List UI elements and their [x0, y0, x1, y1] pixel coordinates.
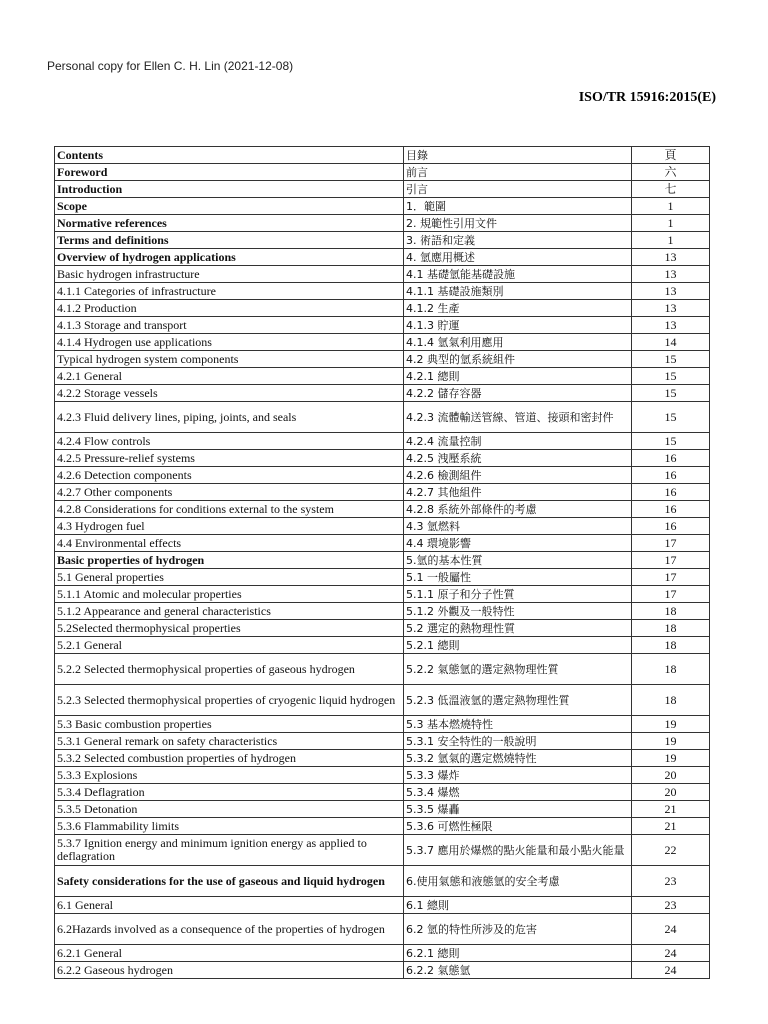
english-title-cell: 4.1.4 Hydrogen use applications [55, 334, 404, 351]
page-number-cell: 20 [632, 767, 710, 784]
chinese-title-cell: 5.3.2 氫氣的選定燃燒特性 [404, 750, 632, 767]
table-row [55, 198, 710, 215]
page-number-cell: 17 [632, 569, 710, 586]
page-number-cell: 13 [632, 300, 710, 317]
page-number-cell: 18 [632, 654, 710, 685]
chinese-title-cell: 6.2 氫的特性所涉及的危害 [404, 914, 632, 945]
chinese-title-cell: 5.2 選定的熱物理性質 [404, 620, 632, 637]
chinese-title-cell: 4.2.6 檢測組件 [404, 467, 632, 484]
table-row [55, 654, 710, 685]
chinese-title-cell: 6.2.2 氣態氫 [404, 962, 632, 979]
table-row [55, 450, 710, 467]
english-title-cell: 4.2.5 Pressure-relief systems [55, 450, 404, 467]
table-row [55, 818, 710, 835]
chinese-title-cell: 5.1.1 原子和分子性質 [404, 586, 632, 603]
page-number-cell: 17 [632, 586, 710, 603]
english-title-cell: 4.2.4 Flow controls [55, 433, 404, 450]
chinese-title-cell: 4.2.5 洩壓系統 [404, 450, 632, 467]
page-number-cell: 16 [632, 467, 710, 484]
chinese-title-cell: 6.1 總則 [404, 897, 632, 914]
english-title-cell: 5.1.2 Appearance and general characteristics [55, 603, 404, 620]
table-row [55, 962, 710, 979]
chinese-title-cell: 目錄 [404, 147, 632, 164]
chinese-title-cell: 4.3 氫燃料 [404, 518, 632, 535]
page-number-cell: 1 [632, 198, 710, 215]
chinese-title-cell: 5.2.1 總則 [404, 637, 632, 654]
table-row [55, 552, 710, 569]
english-title-cell: Foreword [55, 164, 404, 181]
english-title-cell: Scope [55, 198, 404, 215]
english-title-cell: 4.1.2 Production [55, 300, 404, 317]
english-title-cell: Basic properties of hydrogen [55, 552, 404, 569]
table-row [55, 569, 710, 586]
english-title-cell: 4.2.6 Detection components [55, 467, 404, 484]
page-number-cell: 21 [632, 801, 710, 818]
chinese-title-cell: 4.2.7 其他組件 [404, 484, 632, 501]
table-row [55, 385, 710, 402]
table-row [55, 181, 710, 198]
english-title-cell: 5.1.1 Atomic and molecular properties [55, 586, 404, 603]
page-number-cell: 七 [632, 181, 710, 198]
page-number-cell: 23 [632, 866, 710, 897]
english-title-cell: 5.3.7 Ignition energy and minimum ignition energy as applied to deflagration [55, 835, 404, 866]
page-number-cell: 21 [632, 818, 710, 835]
english-title-cell: Terms and definitions [55, 232, 404, 249]
table-row [55, 716, 710, 733]
page-number-cell: 頁 [632, 147, 710, 164]
english-title-cell: 6.2.1 General [55, 945, 404, 962]
table-row [55, 368, 710, 385]
page-number-cell: 13 [632, 317, 710, 334]
page-number-cell: 13 [632, 266, 710, 283]
table-row [55, 266, 710, 283]
english-title-cell: 4.2.2 Storage vessels [55, 385, 404, 402]
chinese-title-cell: 4.2.4 流量控制 [404, 433, 632, 450]
page-number-cell: 17 [632, 552, 710, 569]
page-number-cell: 18 [632, 620, 710, 637]
page-number-cell: 16 [632, 501, 710, 518]
chinese-title-cell: 4. 氫應用概述 [404, 249, 632, 266]
english-title-cell: 5.2.3 Selected thermophysical properties of cryogenic liquid hydrogen [55, 685, 404, 716]
english-title-cell: 5.2.2 Selected thermophysical properties of gaseous hydrogen [55, 654, 404, 685]
chinese-title-cell: 6.使用氣態和液態氫的安全考慮 [404, 866, 632, 897]
english-title-cell: 4.2.1 General [55, 368, 404, 385]
table-row [55, 147, 710, 164]
english-title-cell: 5.3 Basic combustion properties [55, 716, 404, 733]
chinese-title-cell: 4.4 環境影響 [404, 535, 632, 552]
english-title-cell: 5.3.6 Flammability limits [55, 818, 404, 835]
page-number-cell: 14 [632, 334, 710, 351]
table-row [55, 685, 710, 716]
page-number-cell: 1 [632, 215, 710, 232]
english-title-cell: Typical hydrogen system components [55, 351, 404, 368]
table-row [55, 620, 710, 637]
table-row [55, 535, 710, 552]
page-number-cell: 六 [632, 164, 710, 181]
chinese-title-cell: 5.3.6 可燃性極限 [404, 818, 632, 835]
chinese-title-cell: 5.氫的基本性質 [404, 552, 632, 569]
page-number-cell: 18 [632, 637, 710, 654]
table-row [55, 518, 710, 535]
chinese-title-cell: 4.1.1 基礎設施類別 [404, 283, 632, 300]
table-row [55, 467, 710, 484]
english-title-cell: 5.3.2 Selected combustion properties of hydrogen [55, 750, 404, 767]
table-row [55, 603, 710, 620]
page-number-cell: 15 [632, 368, 710, 385]
english-title-cell: 4.1.1 Categories of infrastructure [55, 283, 404, 300]
table-row [55, 945, 710, 962]
chinese-title-cell: 4.2 典型的氫系統組件 [404, 351, 632, 368]
english-title-cell: Contents [55, 147, 404, 164]
english-title-cell: 6.1 General [55, 897, 404, 914]
english-title-cell: Safety considerations for the use of gaseous and liquid hydrogen [55, 866, 404, 897]
table-row [55, 866, 710, 897]
table-row [55, 484, 710, 501]
page-number-cell: 20 [632, 784, 710, 801]
chinese-title-cell: 4.1.3 貯運 [404, 317, 632, 334]
personal-copy-notice: Personal copy for Ellen C. H. Lin (2021-12-08) [47, 59, 294, 73]
page-number-cell: 22 [632, 835, 710, 866]
english-title-cell: 5.1 General properties [55, 569, 404, 586]
chinese-title-cell: 4.1.4 氫氣利用應用 [404, 334, 632, 351]
table-row [55, 300, 710, 317]
chinese-title-cell: 引言 [404, 181, 632, 198]
page-number-cell: 16 [632, 450, 710, 467]
chinese-title-cell: 5.3.7 應用於爆燃的點火能量和最小點火能量 [404, 835, 632, 866]
page-number-cell: 19 [632, 733, 710, 750]
chinese-title-cell: 5.3 基本燃燒特性 [404, 716, 632, 733]
english-title-cell: 5.3.1 General remark on safety characteristics [55, 733, 404, 750]
chinese-title-cell: 5.3.1 安全特性的一般說明 [404, 733, 632, 750]
chinese-title-cell: 5.1.2 外觀及一般特性 [404, 603, 632, 620]
table-row [55, 750, 710, 767]
english-title-cell: 5.2Selected thermophysical properties [55, 620, 404, 637]
table-row [55, 501, 710, 518]
english-title-cell: 5.3.3 Explosions [55, 767, 404, 784]
english-title-cell: Overview of hydrogen applications [55, 249, 404, 266]
table-row [55, 283, 710, 300]
english-title-cell: 5.2.1 General [55, 637, 404, 654]
english-title-cell: 4.4 Environmental effects [55, 535, 404, 552]
page-number-cell: 24 [632, 962, 710, 979]
page-number-cell: 15 [632, 385, 710, 402]
english-title-cell: 5.3.5 Detonation [55, 801, 404, 818]
table-row [55, 784, 710, 801]
chinese-title-cell: 1．範圍 [404, 198, 632, 215]
chinese-title-cell: 4.1 基礎氫能基礎設施 [404, 266, 632, 283]
table-row [55, 767, 710, 784]
page-number-cell: 23 [632, 897, 710, 914]
chinese-title-cell: 6.2.1 總則 [404, 945, 632, 962]
table-row [55, 801, 710, 818]
english-title-cell: 4.2.3 Fluid delivery lines, piping, joints, and seals [55, 402, 404, 433]
contents-table [54, 146, 710, 979]
chinese-title-cell: 4.2.2 儲存容器 [404, 385, 632, 402]
english-title-cell: 4.1.3 Storage and transport [55, 317, 404, 334]
chinese-title-cell: 5.3.5 爆轟 [404, 801, 632, 818]
chinese-title-cell: 5.2.3 低溫液氫的選定熱物理性質 [404, 685, 632, 716]
english-title-cell: 6.2Hazards involved as a consequence of the properties of hydrogen [55, 914, 404, 945]
table-row [55, 897, 710, 914]
table-row [55, 334, 710, 351]
page-number-cell: 24 [632, 914, 710, 945]
page-number-cell: 15 [632, 351, 710, 368]
chinese-title-cell: 5.2.2 氣態氫的選定熱物理性質 [404, 654, 632, 685]
table-row [55, 164, 710, 181]
english-title-cell: Introduction [55, 181, 404, 198]
page-number-cell: 15 [632, 433, 710, 450]
page-number-cell: 13 [632, 283, 710, 300]
table-row [55, 232, 710, 249]
chinese-title-cell: 4.1.2 生產 [404, 300, 632, 317]
table-row [55, 733, 710, 750]
table-row [55, 914, 710, 945]
chinese-title-cell: 4.2.3 流體輸送管線、管道、接頭和密封件 [404, 402, 632, 433]
chinese-title-cell: 前言 [404, 164, 632, 181]
english-title-cell: 4.2.8 Considerations for conditions external to the system [55, 501, 404, 518]
table-row [55, 317, 710, 334]
page-number-cell: 1 [632, 232, 710, 249]
page-number-cell: 16 [632, 484, 710, 501]
page-number-cell: 18 [632, 603, 710, 620]
page-number-cell: 15 [632, 402, 710, 433]
chinese-title-cell: 4.2.1 總則 [404, 368, 632, 385]
table-row [55, 249, 710, 266]
table-row [55, 586, 710, 603]
english-title-cell: 4.3 Hydrogen fuel [55, 518, 404, 535]
table-row [55, 215, 710, 232]
chinese-title-cell: 5.3.3 爆炸 [404, 767, 632, 784]
english-title-cell: 5.3.4 Deflagration [55, 784, 404, 801]
page-number-cell: 24 [632, 945, 710, 962]
page-number-cell: 13 [632, 249, 710, 266]
chinese-title-cell: 2. 規範性引用文件 [404, 215, 632, 232]
chinese-title-cell: 4.2.8 系統外部條件的考慮 [404, 501, 632, 518]
table-row [55, 433, 710, 450]
english-title-cell: Normative references [55, 215, 404, 232]
page-number-cell: 18 [632, 685, 710, 716]
table-row [55, 637, 710, 654]
english-title-cell: Basic hydrogen infrastructure [55, 266, 404, 283]
english-title-cell: 4.2.7 Other components [55, 484, 404, 501]
chinese-title-cell: 3. 術語和定義 [404, 232, 632, 249]
contents-table-body [55, 147, 710, 979]
english-title-cell: 6.2.2 Gaseous hydrogen [55, 962, 404, 979]
table-row [55, 351, 710, 368]
chinese-title-cell: 5.1 一般屬性 [404, 569, 632, 586]
chinese-title-cell: 5.3.4 爆燃 [404, 784, 632, 801]
page-number-cell: 16 [632, 518, 710, 535]
table-row [55, 402, 710, 433]
page-number-cell: 19 [632, 750, 710, 767]
table-row [55, 835, 710, 866]
page-number-cell: 19 [632, 716, 710, 733]
document-identifier: ISO/TR 15916:2015(E) [578, 90, 716, 105]
page-number-cell: 17 [632, 535, 710, 552]
